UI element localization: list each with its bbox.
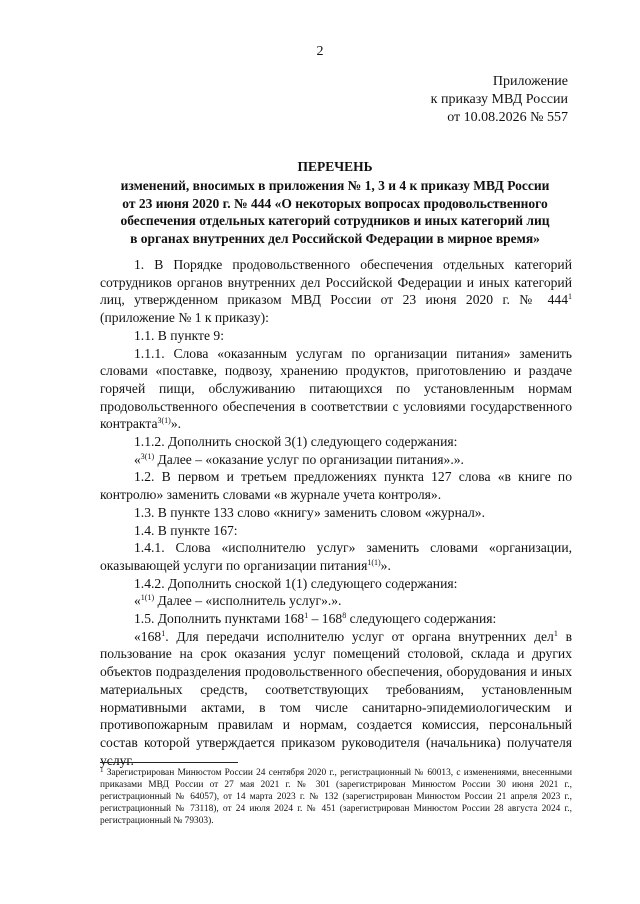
paragraph-text: 1. В Порядке продовольственного обеспечения отдельных категорий сотрудников органов внутренних дел Российской Федерации и иных категорий лиц, утвержденном приказом МВД России от 23 июня 2020 г. № 444: [100, 257, 572, 308]
paragraph-text: – 168: [308, 611, 343, 627]
paragraph: [100, 539, 572, 574]
footnote-mark: 1: [100, 766, 104, 774]
paragraph-text: Далее – «исполнитель услуг».».: [154, 593, 342, 609]
footnote-ref: 1: [553, 628, 558, 638]
appendix-line-1: Приложение: [492, 74, 568, 89]
appendix-line-3: от 10.08.2026 № 557: [447, 110, 568, 125]
paragraph: 1.1. В пункте 9:: [134, 327, 224, 343]
paragraph: 1.2. В первом и третьем предложениях пункта 127 слова «в книге по контролю» заменить словами «в журнале учета контроля».: [100, 469, 572, 503]
paragraph: [100, 610, 572, 628]
paragraph-text: Далее – «оказание услуг по организации питания».».: [154, 451, 464, 467]
paragraph-text: 1.5. Дополнить пунктами 168: [134, 611, 305, 627]
paragraph-text: ».: [380, 557, 391, 573]
paragraph-text: . Для передачи исполнителю услуг от органа внутренних дел: [165, 628, 554, 644]
paragraph: 1.4. В пункте 167:: [134, 522, 238, 538]
paragraph: [100, 592, 572, 610]
paragraph: 1.3. В пункте 133 слово «книгу» заменить словом «журнал».: [134, 504, 485, 520]
title-line: от 23 июня 2020 г. № 444 «О некоторых вопросах продовольственного: [122, 195, 548, 211]
paragraph: [100, 256, 572, 327]
footnote: [100, 767, 572, 827]
superscript: 1: [304, 611, 309, 621]
quote-open: «: [134, 451, 141, 467]
paragraph: [100, 345, 572, 434]
paragraph: [100, 628, 572, 770]
appendix-header: [348, 73, 568, 127]
footnote-ref: 3(1): [157, 416, 171, 426]
footnote-ref: 3(1): [140, 451, 155, 461]
superscript: 1: [161, 628, 166, 638]
paragraph-text: (приложение № 1 к приказу):: [100, 310, 269, 326]
paragraph-text: ».: [170, 416, 182, 432]
footnote-ref: 1(1): [140, 593, 155, 603]
paragraph-text: следующего содержания:: [346, 611, 497, 627]
page-number: 2: [316, 44, 324, 59]
title-heading: ПЕРЕЧЕНЬ: [297, 159, 373, 174]
quote-open: «: [134, 593, 141, 609]
title-line: изменений, вносимых в приложения № 1, 3 и 4 к приказу МВД России: [120, 177, 550, 193]
title-line: в органах внутренних дел Российской Федерации в мирное время»: [130, 231, 540, 247]
paragraph: 1.4.2. Дополнить сноской 1(1) следующего содержания:: [134, 575, 458, 591]
footnote-separator: [100, 762, 238, 763]
title-line: обеспечения отдельных категорий сотрудников и иных категорий лиц: [120, 213, 550, 229]
appendix-line-2: к приказу МВД России: [430, 92, 568, 107]
document-body: [100, 256, 572, 769]
footnote-text: Зарегистрирован Минюстом России 24 сентября 2020 г., регистрационный № 60013, с изменениями, внесенными приказами МВД России от 27 мая 2021 г. № 301 (зарегистрирован Минюстом России 30 июня 2021 г., регистрационный № 64057), от 14 марта 2023 г. № 132 (зарегистрирован Минюстом России 21 апреля 2023 г., регистрационный № 73118), от 24 июля 2024 г. № 451 (зарегистрирован Минюстом России 28 августа 2024 г., регистрационный № 79303).: [100, 768, 572, 826]
footnote-ref: 1(1): [367, 557, 381, 567]
paragraph-text: 1.1.1. Слова «оказанным услугам по организации питания» заменить словами «поставке, подвозу, хранению продуктов, приготовлению и раздаче горячей пищи, обслуживанию питающихся по установленным нормам продовольственного обеспечения в соответствии с условиями государственного контракта: [100, 345, 572, 432]
paragraph-text: «168: [134, 628, 162, 644]
paragraph-text: в пользование на срок оказания услуг помещений столовой, склада и других объектов подразделения продовольственного обеспечения, оборудования и иных материальных средств, соответствующих требованиям, установленным нормативными актами, в том числе санитарно-эпидемиологическим и противопожарным правилам и нормам, создается комиссия, персональный состав которой утверждается приказом руководителя (начальника) получателя услуг.: [100, 628, 572, 768]
superscript: 8: [342, 611, 347, 621]
footnote-ref: 1: [568, 292, 572, 302]
paragraph-text: 1.4.1. Слова «исполнителю услуг» заменить словами «организации, оказывающей услуги по организации питания: [100, 540, 572, 573]
paragraph: [100, 451, 572, 469]
document-title: [92, 158, 578, 248]
paragraph: 1.1.2. Дополнить сноской 3(1) следующего содержания:: [134, 434, 458, 450]
